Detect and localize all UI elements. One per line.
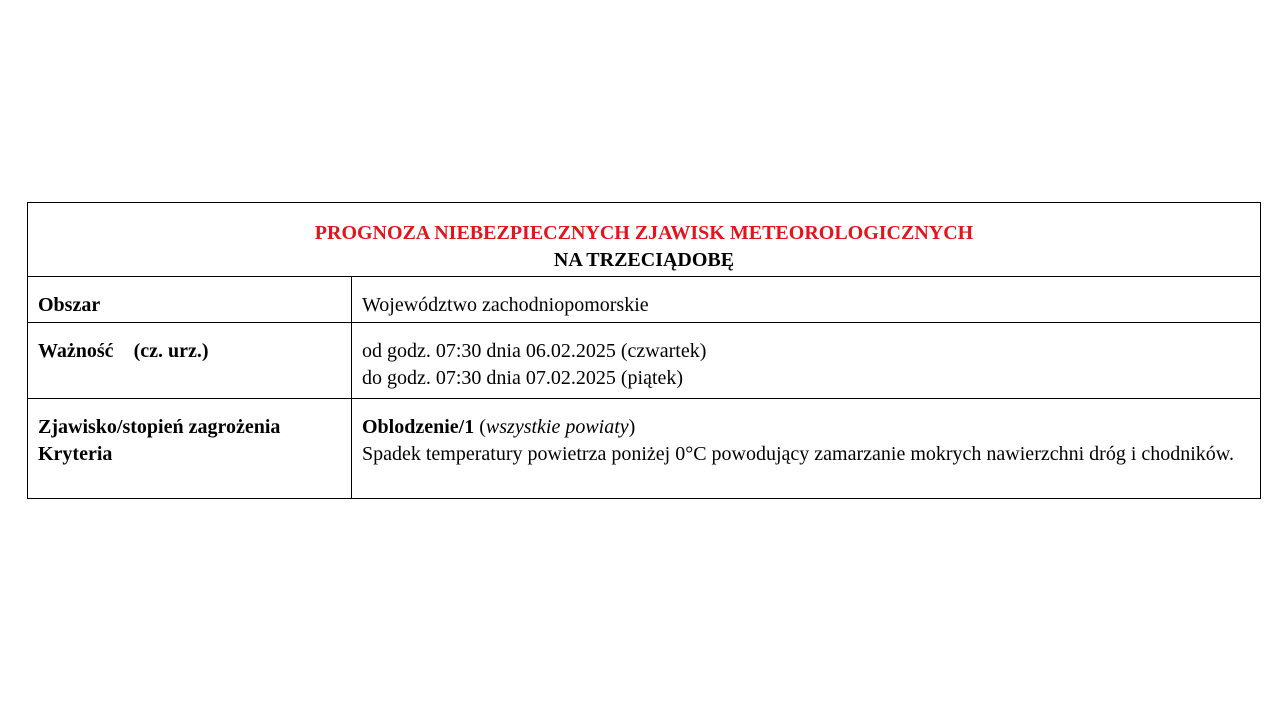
area-value: Województwo zachodniopomorskie	[352, 277, 1261, 323]
phenomenon-description: Spadek temperatury powietrza poniżej 0°C powodujący zamarzanie mokrych nawierzchni dróg i chodników.	[362, 443, 1234, 465]
warning-table	[27, 202, 1261, 499]
title-cell	[28, 203, 1261, 277]
criteria-label: Kryteria	[38, 443, 113, 465]
validity-label-suffix: (cz. urz.)	[133, 340, 209, 362]
phenomenon-scope: wszystkie powiaty	[485, 416, 629, 438]
validity-to: do godz. 07:30 dnia 07.02.2025 (piątek)	[362, 367, 684, 389]
title-row	[28, 203, 1261, 277]
validity-value-cell	[352, 323, 1261, 399]
area-label: Obszar	[28, 277, 352, 323]
phenomenon-heading: Oblodzenie/1 (wszystkie powiaty)	[362, 416, 636, 438]
document-title: PROGNOZA NIEBEZPIECZNYCH ZJAWISK METEOROLOGICZNYCH	[314, 222, 974, 244]
validity-row	[28, 323, 1261, 399]
phenomenon-name: Oblodzenie/1	[362, 416, 475, 438]
phenomenon-row	[28, 399, 1261, 499]
validity-from: od godz. 07:30 dnia 06.02.2025 (czwartek)	[362, 340, 707, 362]
phenomenon-label-cell	[28, 399, 352, 499]
phenomenon-value-cell	[352, 399, 1261, 499]
validity-label: Ważność	[38, 340, 114, 362]
validity-label-cell	[28, 323, 352, 399]
area-row	[28, 277, 1261, 323]
document-subtitle: NA TRZECIĄDOBĘ	[553, 249, 735, 271]
phenomenon-label: Zjawisko/stopień zagrożenia	[38, 416, 281, 438]
